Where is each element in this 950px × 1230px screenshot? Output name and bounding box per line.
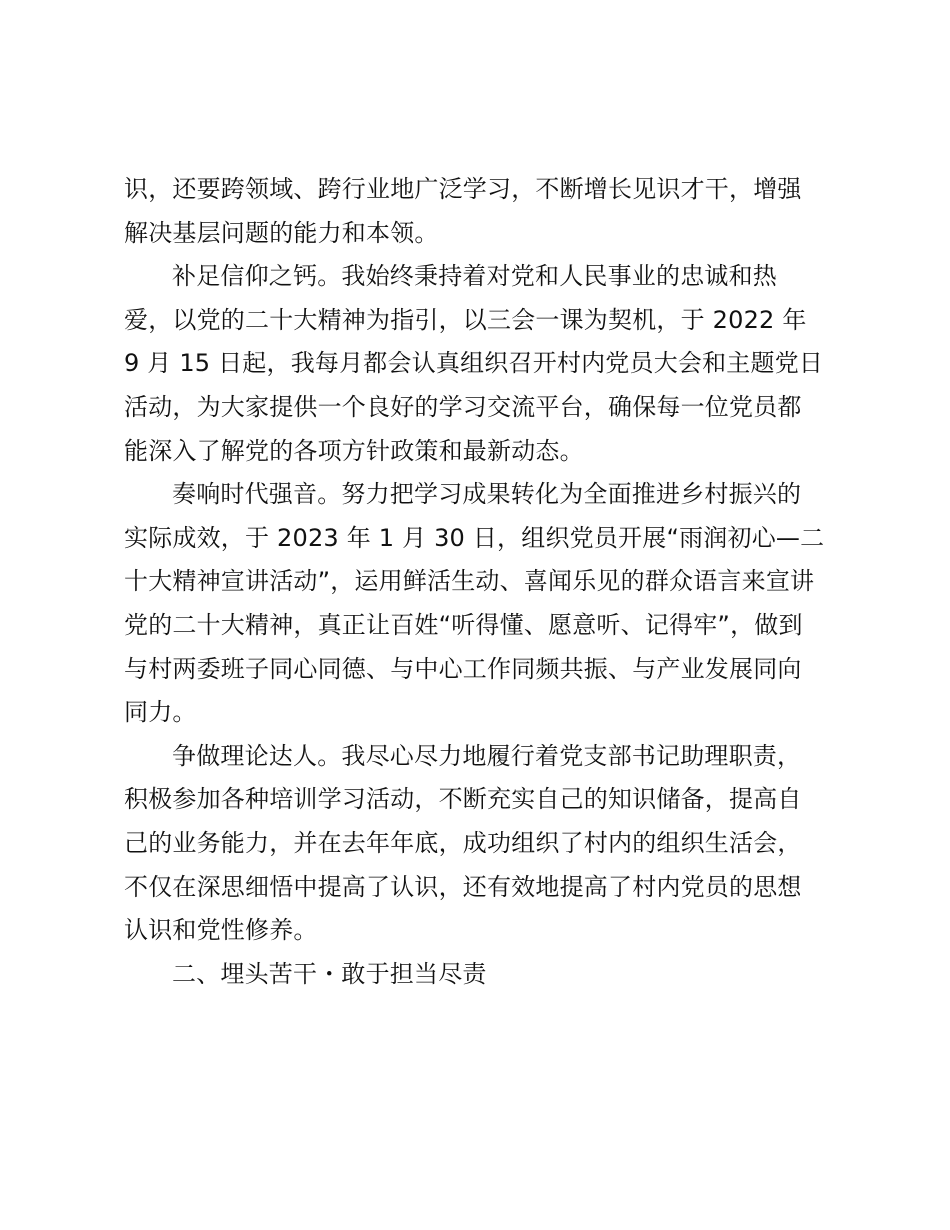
text-line: 能深入了解党的各项方针政策和最新动态。 [124, 436, 584, 465]
text-line: 己的业务能力，并在去年年底，成功组织了村内的组织生活会， [124, 828, 802, 857]
text-line: 识，还要跨领域、跨行业地广泛学习，不断增长见识才干，增强 [124, 175, 802, 203]
text-line: 解决基层问题的能力和本领。 [124, 218, 439, 247]
body-text [124, 168, 836, 996]
text-line: 9 月 15 日起，我每月都会认真组织召开村内党员大会和主题党日 [124, 349, 824, 378]
paragraph-first-line: 奏响时代强音。努力把学习成果转化为全面推进乡村振兴的 [172, 480, 802, 509]
text-line: 认识和党性修养。 [124, 916, 318, 945]
text-line: 不仅在深思细悟中提高了认识，还有效地提高了村内党员的思想 [124, 872, 802, 901]
text-line: 爱，以党的二十大精神为指引，以三会一课为契机，于 2022 年 [124, 305, 807, 334]
paragraph-first-line: 争做理论达人。我尽心尽力地履行着党支部书记助理职责， [172, 741, 802, 770]
text-line: 十大精神宣讲活动”，运用鲜活生动、喜闻乐见的群众语言来宣讲 [124, 567, 815, 596]
text-line: 与村两委班子同心同德、与中心工作同频共振、与产业发展同向 [124, 654, 802, 683]
text-line: 活动，为大家提供一个良好的学习交流平台，确保每一位党员都 [124, 392, 802, 421]
text-line: 党的二十大精神，真正让百姓“听得懂、愿意听、记得牢”，做到 [124, 610, 803, 639]
section-heading: 二、埋头苦干・敢于担当尽责 [172, 959, 487, 988]
text-line: 实际成效，于 2023 年 1 月 30 日，组织党员开展“雨润初心—二 [124, 523, 825, 552]
text-line: 同力。 [124, 698, 197, 727]
text-line: 积极参加各种培训学习活动，不断充实自己的知识储备，提高自 [124, 785, 802, 814]
paragraph-first-line: 补足信仰之钙。我始终秉持着对党和人民事业的忠诚和热 [172, 262, 777, 291]
